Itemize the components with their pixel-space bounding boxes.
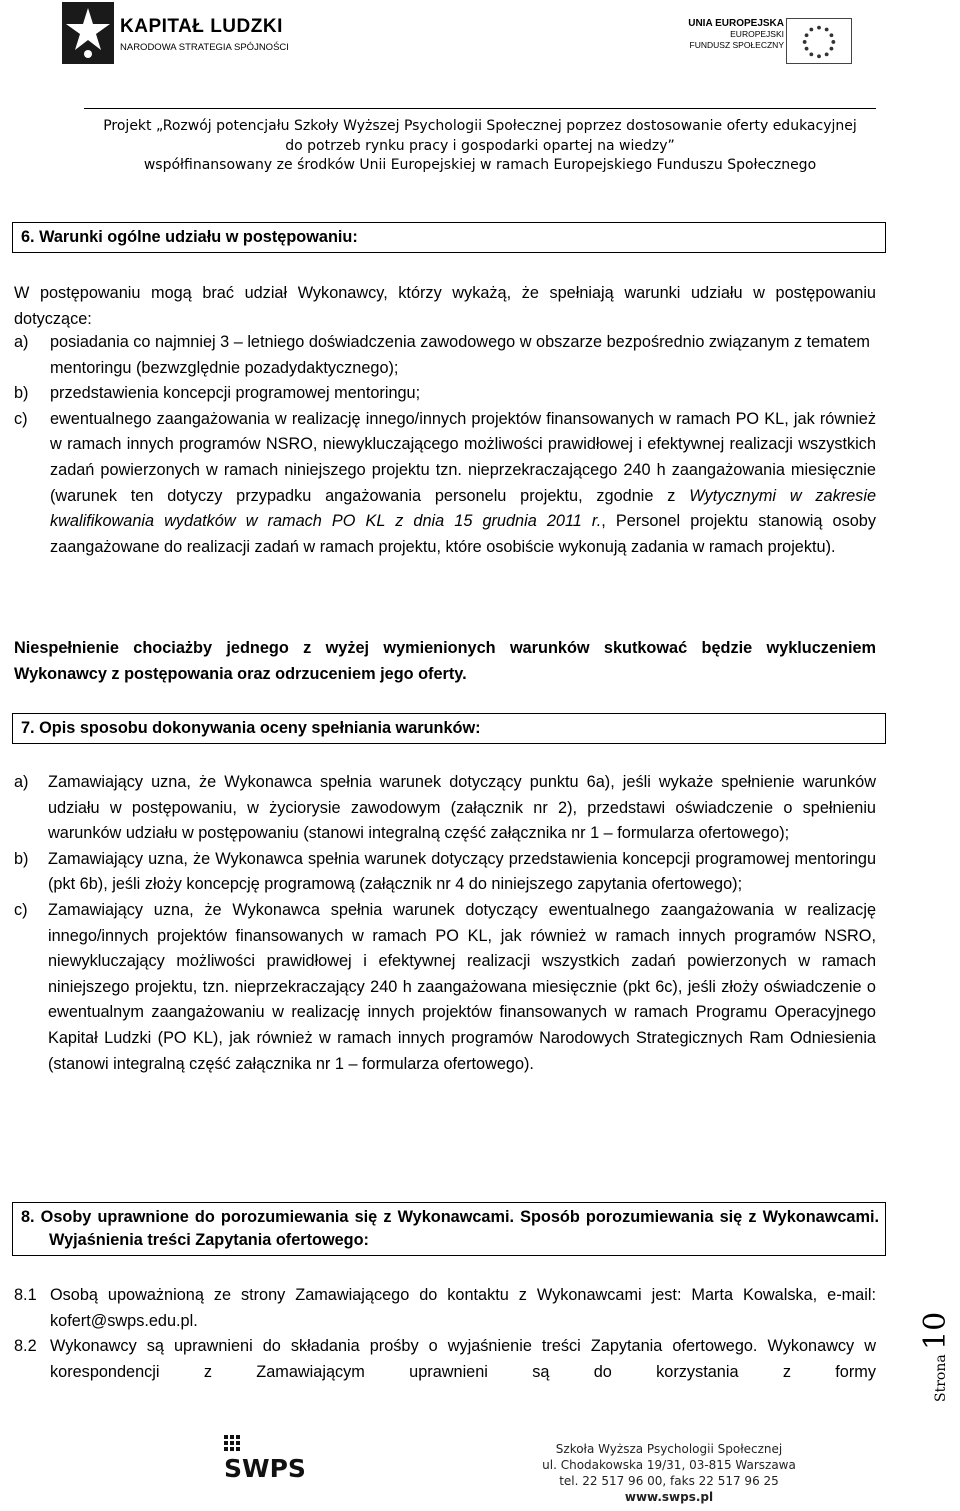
- list-marker: b): [14, 384, 29, 403]
- list-marker: 8.1: [14, 1286, 37, 1304]
- eu-logo-line1: UNIA EUROPEJSKA: [688, 18, 784, 29]
- footer-address: [519, 1441, 819, 1505]
- list-item-text: [50, 407, 876, 561]
- section-8-heading: [12, 1202, 886, 1256]
- eu-logo: [686, 18, 856, 66]
- section-8-heading-text: 8. Osoby uprawnione do porozumiewania się z Wykonawcami. Sposób porozumiewania się z Wykonawcami. Wyjaśnienia treści Zapytania ofertowego:: [21, 1208, 879, 1249]
- eu-logo-line2: EUROPEJSKI: [730, 29, 784, 39]
- section-8-list: [14, 1283, 876, 1385]
- list-item: [14, 847, 876, 898]
- footer-school: Szkoła Wyższa Psychologii Społecznej: [555, 1442, 783, 1456]
- exclusion-warning: Niespełnienie chociażby jednego z wyżej wymienionych warunków skutkować będzie wykluczeniem Wykonawcy z postępowania oraz odrzuceniem jego oferty.: [14, 639, 876, 683]
- header-divider: [84, 108, 876, 109]
- kapital-ludzki-logo: [62, 2, 292, 64]
- list-item: [14, 407, 876, 561]
- list-marker: b): [14, 849, 29, 868]
- section-7-heading: 7. Opis sposobu dokonywania oceny spełniania warunków:: [12, 713, 886, 744]
- condition-c-text-part2: , Personel projektu stanowią osoby zaangażowane do realizacji zadań w ramach projektu, które osobiście wykonują zadania w ramach projektu).: [50, 512, 876, 556]
- footer-website-link[interactable]: www.swps.pl: [624, 1490, 714, 1504]
- project-header-line2: do potrzeb rynku pracy i gospodarki opartej na wiedzy”: [285, 137, 675, 154]
- swps-logo-text: SWPS: [224, 1454, 306, 1481]
- section-6-list: [14, 330, 876, 560]
- project-header-line3: współfinansowany ze środków Unii Europejskiej w ramach Europejskiego Funduszu Społecznego: [143, 157, 817, 173]
- list-item: [14, 330, 876, 381]
- list-marker: a): [14, 773, 29, 791]
- page-label: Strona: [933, 1354, 949, 1402]
- list-item: [14, 381, 876, 407]
- condition-c-guidelines-reference: Wytycznymi w zakresie kwalifikowania wydatków w ramach PO KL z dnia 15 grudnia 2011 r.: [50, 486, 876, 531]
- condition-c-text-part1: ewentualnego zaangażowania w realizację innego/innych projektów finansowanych w ramach PO KL, jak również w ramach innych programów NSRO, niewykluczającego możliwości prawidłowej i efektywnej realizacji wszystkich zadań powierzonych w ramach niniejszego projektu tzn. nieprzekraczającego 240 h zaangażowania miesięcznie (warunek ten dotyczy przypadku angażowania personelu projektu, zgodnie z: [50, 409, 876, 505]
- list-marker: c): [14, 900, 28, 919]
- list-item-text: Wykonawcy są uprawnieni do składania prośby o wyjaśnienie treści Zapytania ofertowego. Wykonawcy w korespondencji z Zamawiającym uprawnieni są do korzystania z formy: [50, 1337, 876, 1381]
- list-item: [14, 898, 876, 1077]
- list-item-text: Zamawiający uzna, że Wykonawca spełnia warunek dotyczący punktu 6a), jeśli wykaże spełnienie warunków udziału w postępowaniu, w życiorysie zawodowym (załącznik nr 2), przedstawi oświadczenie o spełnieniu warunków udziału w postępowaniu (stanowi integralną część załącznika nr 1 – formularza ofertowego);: [48, 773, 876, 843]
- eu-flag-icon: [786, 18, 852, 64]
- list-marker: 8.2: [14, 1337, 37, 1356]
- list-item-text: Zamawiający uzna, że Wykonawca spełnia warunek dotyczący ewentualnego zaangażowania w realizację innego/innych projektów finansowanych w ramach PO KL, jak również w ramach innych programów NSRO, niewykluczający możliwości prawidłowej i efektywnej realizacji wszystkich zadań powierzonych w ramach niniejszego projektu, tzn. nieprzekraczający 240 h zaangażowana miesięcznie (pkt 6c), jeśli złoży oświadczenie o ewentualnym zaangażowaniu w realizację innych projektów finansowanych w ramach Programu Operacyjnego Kapitał Ludzki (PO KL), jak również w ramach innych programów Narodowych Strategicznych Ram Odniesienia (stanowi integralną część załącznika nr 1 – formularza ofertowego).: [48, 900, 876, 1073]
- list-item: [14, 770, 876, 847]
- swps-logo: [222, 1433, 318, 1481]
- eu-logo-line3: FUNDUSZ SPOŁECZNY: [689, 40, 784, 50]
- eu-logo-text: [686, 18, 784, 51]
- kapital-ludzki-subtitle: NARODOWA STRATEGIA SPÓJNOŚCI: [120, 42, 289, 53]
- list-item-text: posiadania co najmniej 3 – letniego doświadczenia zawodowego w obszarze bezpośrednio związanym z tematem mentoringu (bezwzględnie pozadydaktycznego);: [50, 333, 870, 377]
- project-header: [0, 117, 960, 176]
- section-6-heading: 6. Warunki ogólne udziału w postępowaniu:: [12, 222, 886, 253]
- footer-street: ul. Chodakowska 19/31, 03-815 Warszawa: [542, 1458, 796, 1472]
- section-7-list: [14, 770, 876, 1077]
- list-marker: c): [14, 409, 28, 428]
- project-header-line1: Projekt „Rozwój potencjału Szkoły Wyższej Psychologii Społecznej poprzez dostosowanie oferty edukacyjnej: [103, 118, 857, 134]
- list-item-text: Zamawiający uzna, że Wykonawca spełnia warunek dotyczący przedstawienia koncepcji programowej mentoringu (pkt 6b), jeśli złoży koncepcję programową (załącznik nr 4 do niniejszego zapytania ofertowego);: [48, 849, 876, 894]
- kapital-ludzki-title: KAPITAŁ LUDZKI: [120, 16, 283, 37]
- list-item: [14, 1283, 876, 1334]
- list-item: [14, 1334, 876, 1385]
- section-6-intro: W postępowaniu mogą brać udział Wykonawcy, którzy wykażą, że spełniają warunki udziału w postępowaniu dotyczące:: [14, 284, 876, 328]
- footer-phone: tel. 22 517 96 00, faks 22 517 96 25: [559, 1474, 779, 1488]
- list-item-text: przedstawienia koncepcji programowej mentoringu;: [50, 384, 421, 403]
- page-number-value: 10: [918, 1311, 953, 1350]
- list-marker: a): [14, 333, 29, 351]
- kapital-ludzki-emblem-icon: [62, 2, 114, 64]
- list-item-text: Osobą upoważnioną ze strony Zamawiającego do kontaktu z Wykonawcami jest: Marta Kowalska, e-mail: kofert@swps.edu.pl.: [50, 1286, 876, 1330]
- page-number: [905, 1290, 957, 1410]
